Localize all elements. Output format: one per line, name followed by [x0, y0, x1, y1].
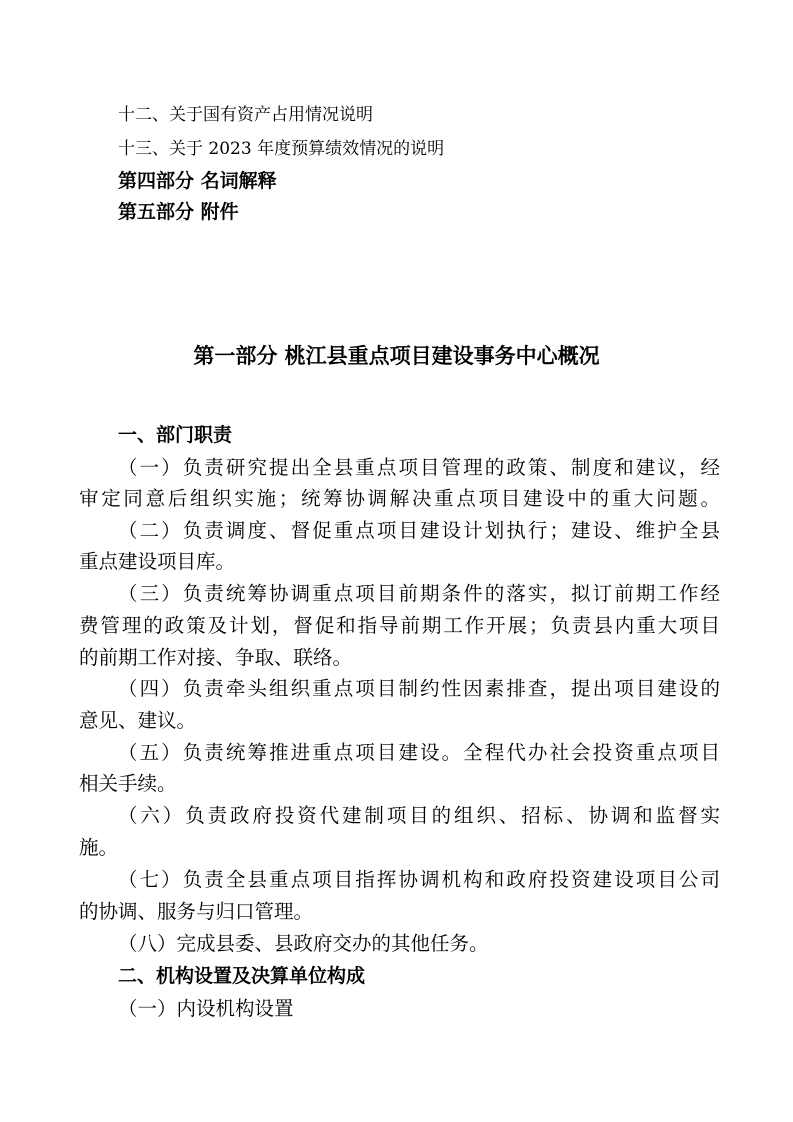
duty-item-6-cont: 施。 — [79, 836, 119, 859]
toc-item-13: 十三、关于 2023 年度预算绩效情况的说明 — [118, 139, 445, 159]
duty-item-6: （六）负责政府投资代建制项目的组织、招标、协调和监督实 — [118, 804, 720, 827]
section-heading-duties: 一、部门职责 — [118, 424, 233, 446]
duty-item-2-cont: 重点建设项目库。 — [79, 550, 236, 573]
duty-item-3: （三）负责统筹协调重点项目前期条件的落实，拟订前期工作经 — [118, 582, 720, 605]
part-title: 第一部分 桃江县重点项目建设事务中心概况 — [193, 343, 600, 368]
duty-item-3-cont: 的前期工作对接、争取、联络。 — [79, 646, 353, 669]
duty-item-4: （四）负责牵头组织重点项目制约性因素排查，提出项目建设的 — [118, 677, 720, 700]
toc-item-12: 十二、关于国有资产占用情况说明 — [118, 105, 373, 125]
duty-item-7-cont: 的协调、服务与归口管理。 — [79, 900, 314, 923]
duty-item-1: （一）负责研究提出全县重点项目管理的政策、制度和建议，经 — [118, 456, 720, 479]
duty-item-7: （七）负责全县重点项目指挥协调机构和政府投资建设项目公司 — [118, 868, 720, 891]
section-heading-organization: 二、机构设置及决算单位构成 — [118, 965, 366, 987]
duty-item-3-cont: 费管理的政策及计划，督促和指导前期工作开展；负责县内重大项目 — [79, 614, 720, 637]
duty-item-8: （八）完成县委、县政府交办的其他任务。 — [118, 932, 489, 955]
duty-item-5: （五）负责统筹推进重点项目建设。全程代办社会投资重点项目 — [118, 741, 720, 764]
duty-item-1-cont: 审定同意后组织实施；统筹协调解决重点项目建设中的重大问题。 — [79, 487, 720, 510]
subsection-internal-structure: （一）内设机构设置 — [118, 997, 294, 1020]
duty-item-2: （二）负责调度、督促重点项目建设计划执行；建设、维护全县 — [118, 519, 720, 542]
duty-item-4-cont: 意见、建议。 — [79, 709, 197, 732]
toc-part-4: 第四部分 名词解释 — [118, 170, 277, 192]
toc-part-5: 第五部分 附件 — [118, 201, 239, 223]
duty-item-5-cont: 相关手续。 — [79, 772, 177, 795]
